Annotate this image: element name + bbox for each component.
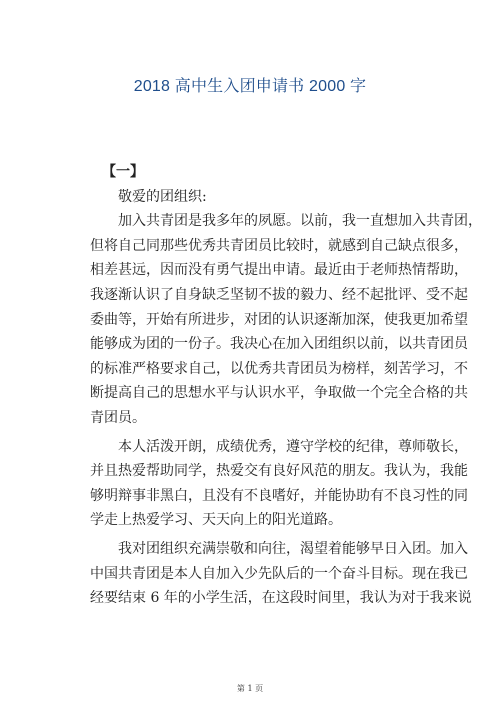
paragraph-line: 能够成为团的一份子。我决心在加入团组织以前，以共青团员 (90, 336, 468, 353)
paragraph-line: 中国共青团是本人自加入少先队后的一个奋斗目标。现在我已 (90, 565, 468, 582)
paragraph-line: 经要结束 6 年的小学生活，在这段时间里，我认为对于我来说 (90, 590, 472, 607)
paragraph-1 (90, 209, 482, 430)
paragraph-line: 但将自己同那些优秀共青团员比较时，就感到自己缺点很多， (90, 237, 468, 254)
paragraph-line: 学走上热爱学习、天天向上的阳光道路。 (90, 512, 342, 529)
paragraph-line: 的标准严格要求自己，以优秀共青团员为榜样，刻苦学习，不 (90, 360, 468, 377)
paragraph-3 (90, 537, 472, 611)
paragraph-line: 断提高自己的思想水平与认识水平，争取做一个完全合格的共 (90, 385, 468, 402)
paragraph-line: 够明辩事非黑白，且没有不良嗜好，并能协助有不良习性的同 (90, 487, 468, 504)
paragraph-line: 相差甚远，因而没有勇气提出申请。最近由于老师热情帮助， (90, 262, 468, 279)
paragraph-line: 青团员。 (90, 409, 146, 426)
paragraph-line: 本人活泼开朗，成绩优秀，遵守学校的纪律，尊师敬长， (118, 438, 468, 455)
paragraph-line: 我逐渐认识了自身缺乏坚韧不拔的毅力、经不起批评、受不起 (90, 286, 468, 303)
paragraph-2 (90, 435, 468, 533)
paragraph-line: 我对团组织充满崇敬和向往，渴望着能够早日入团。加入 (118, 540, 468, 557)
section-label: 【一】 (102, 164, 144, 180)
paragraph-line: 并且热爱帮助同学，热爱交有良好风范的朋友。我认为，我能 (90, 463, 468, 480)
document-body (90, 160, 482, 611)
paragraph-line: 加入共青团是我多年的夙愿。以前，我一直想加入共青团， (118, 213, 482, 230)
document-title: 2018 高中生入团申请书 2000 字 (133, 78, 367, 95)
page-number: 第 1 页 (236, 684, 264, 693)
paragraph-line: 委曲等，开始有所进步，对团的认识逐渐加深，使我更加希望 (90, 311, 468, 328)
salutation: 敬爱的团组织: (118, 188, 207, 205)
